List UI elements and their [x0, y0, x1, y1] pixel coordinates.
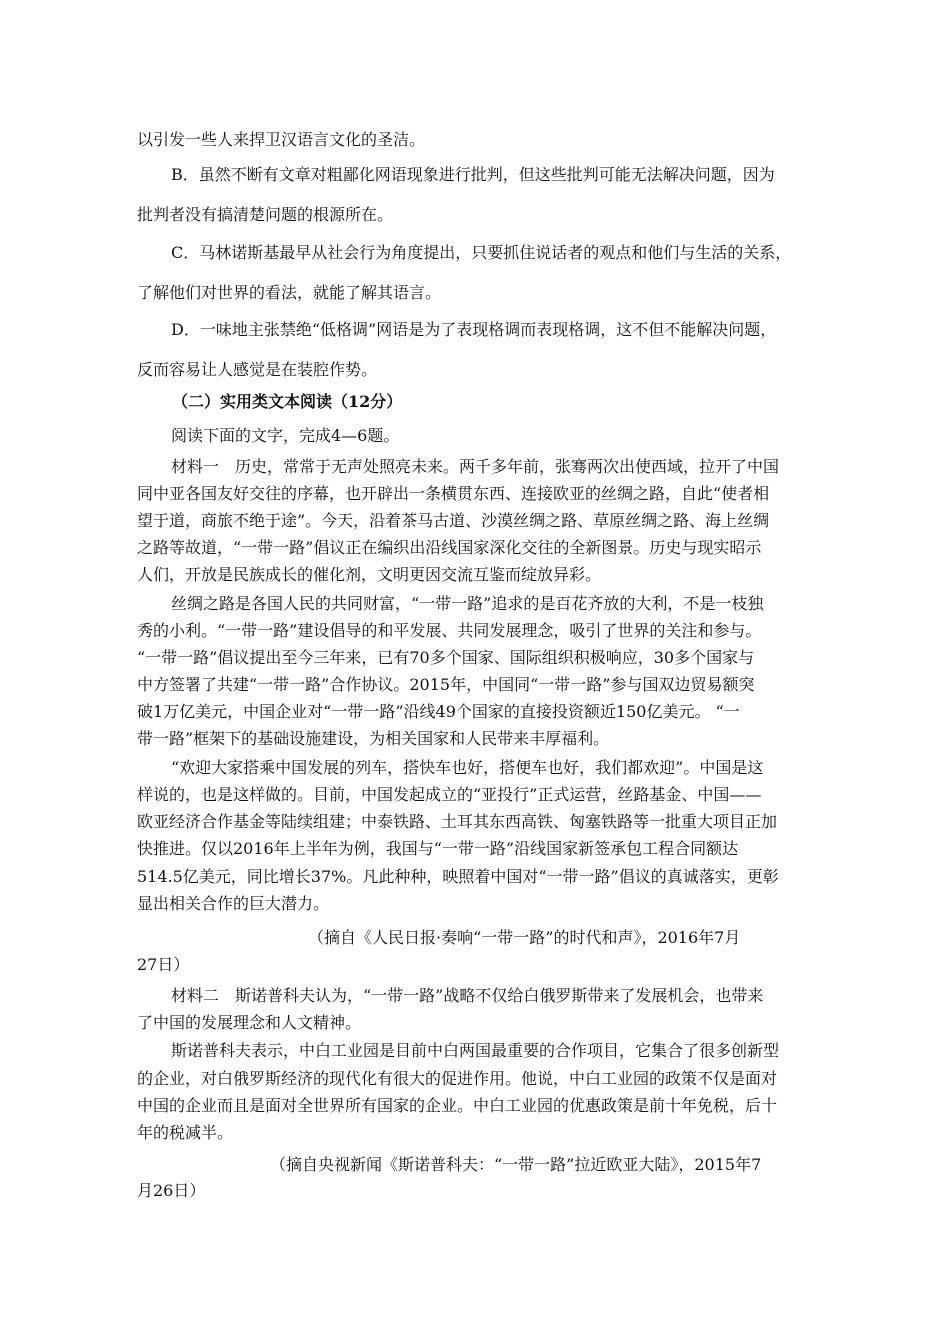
material1-source-line-2: 27日）	[137, 955, 190, 974]
material2-p2-line-2: 的企业，对白俄罗斯经济的现代化有很大的促进作用。他说，中白工业园的政策不仅是面对	[137, 1069, 778, 1088]
material1-p2-line-5: 破1万亿美元，中国企业对“一带一路”沿线49个国家的直接投资额近150亿美元。 “一	[137, 702, 740, 721]
material1-p2-line-1: 丝绸之路是各国人民的共同财富，“一带一路”追求的是百花齐放的大利，不是一枝独	[171, 594, 764, 613]
section-instruction: 阅读下面的文字，完成4—6题。	[171, 426, 400, 445]
material1-p3-line-5: 514.5亿美元，同比增长37%。凡此种种，映照着中国对“一带一路”倡议的真诚落实，更彰	[137, 867, 779, 886]
material1-p1-line-1: 材料一 历史，常常于无声处照亮未来。两千多年前，张骞两次出使西域，拉开了中国	[171, 457, 780, 476]
material2-p1-line-2: 了中国的发展理念和人文精神。	[137, 1013, 362, 1032]
material1-p2-line-2: 秀的小利。“一带一路”建设倡导的和平发展、共同发展理念，吸引了世界的关注和参与。	[137, 621, 762, 640]
material1-p2-line-6: 带一路”框架下的基础设施建设，为相关国家和人民带来丰厚福利。	[137, 729, 610, 748]
option-d-line-2: 反而容易让人感觉是在装腔作势。	[137, 360, 378, 379]
material1-p2-line-4: 中方签署了共建“一带一路”合作协议。2015年，中国同“一带一路”参与国双边贸易额突	[137, 675, 755, 694]
material1-p3-line-2: 样说的，也是这样做的。目前，中国发起成立的“亚投行”正式运营，丝路基金、中国——	[137, 785, 762, 804]
material1-p3-line-4: 快推进。仅以2016年上半年为例，我国与“一带一路”沿线国家新签承包工程合同额达	[137, 839, 739, 858]
material1-source-line-1: （摘自《人民日报·奏响“一带一路”的时代和声》，2016年7月	[308, 928, 741, 947]
material1-p1-line-2: 同中亚各国友好交往的序幕，也开辟出一条横贯东西、连接欧亚的丝绸之路，自此“使者相	[137, 484, 770, 503]
material1-p3-line-1: “欢迎大家搭乘中国发展的列车，搭快车也好，搭便车也好，我们都欢迎”。中国是这	[171, 758, 764, 777]
material1-p3-line-6: 显出相关合作的巨大潜力。	[137, 894, 330, 913]
option-c-line-2: 了解他们对世界的看法，就能了解其语言。	[137, 283, 442, 302]
option-c-line-1: C．马林诺斯基最早从社会行为角度提出，只要抓住说话者的观点和他们与生活的关系，	[171, 243, 792, 262]
option-d-line-1: D．一味地主张禁绝“低格调”网语是为了表现格调而表现格调，这不但不能解决问题，	[171, 320, 777, 339]
option-b-line-1: B．虽然不断有文章对粗鄙化网语现象进行批判，但这些批判可能无法解决问题，因为	[171, 165, 775, 184]
text-line-continuation: 以引发一些人来捍卫汉语言文化的圣洁。	[137, 130, 426, 149]
option-b-line-2: 批判者没有搞清楚问题的根源所在。	[137, 205, 394, 224]
section-heading: （二）实用类文本阅读（12分）	[172, 392, 403, 411]
material1-p3-line-3: 欧亚经济合作基金等陆续组建；中泰铁路、土耳其东西高铁、匈塞铁路等一批重大项目正加	[137, 812, 778, 831]
material1-p1-line-5: 人们，开放是民族成长的催化剂，文明更因交流互鉴而绽放异彩。	[137, 565, 602, 584]
material2-p1-line-1: 材料二 斯诺普科夫认为，“一带一路”战略不仅给白俄罗斯带来了发展机会，也带来	[171, 986, 764, 1005]
material2-source-line-1: （摘自央视新闻《斯诺普科夫：“一带一路”拉近欧亚大陆》，2015年7	[270, 1155, 762, 1174]
material1-p1-line-4: 之路等故道，“一带一路”倡议正在编织出沿线国家深化交往的全新图景。历史与现实昭示	[137, 538, 762, 557]
material1-p1-line-3: 望于道，商旅不绝于途”。今天，沿着茶马古道、沙漠丝绸之路、草原丝绸之路、海上丝绸	[137, 511, 770, 530]
material2-p2-line-1: 斯诺普科夫表示，中白工业园是目前中白两国最重要的合作项目，它集合了很多创新型	[171, 1041, 780, 1060]
material2-p2-line-4: 年的税减半。	[137, 1123, 234, 1142]
material1-p2-line-3: “一带一路”倡议提出至今三年来，已有70多个国家、国际组织积极响应，30多个国家与	[137, 648, 755, 667]
material2-source-line-2: 月26日）	[137, 1181, 206, 1200]
material2-p2-line-3: 中国的企业而且是面对全世界所有国家的企业。中白工业园的优惠政策是前十年免税，后十	[137, 1096, 778, 1115]
